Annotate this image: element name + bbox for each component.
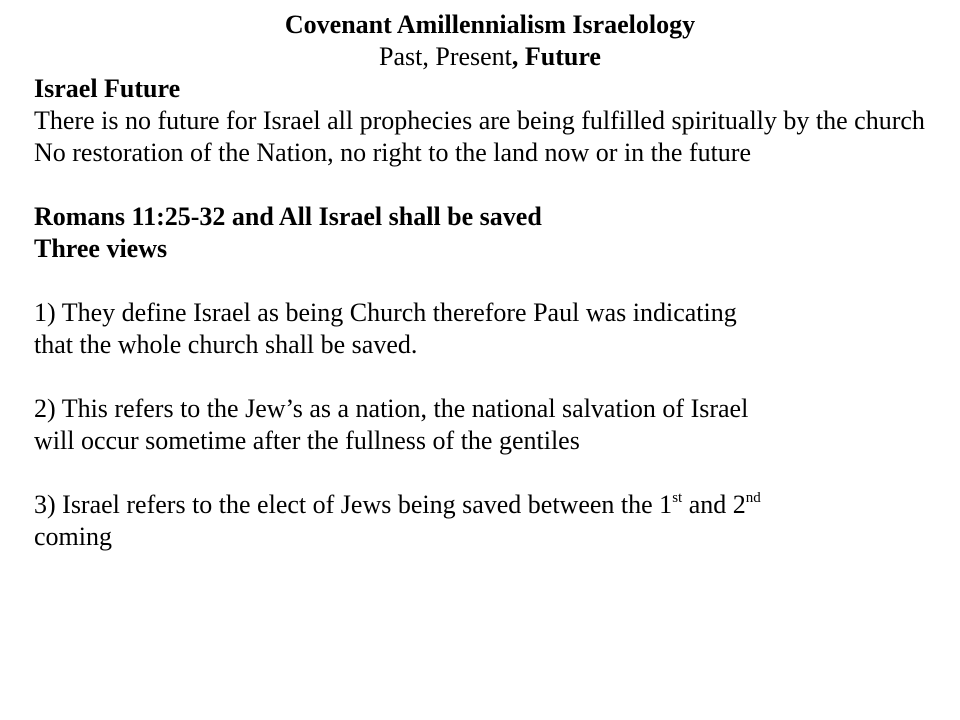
view-2-line-1: 2) This refers to the Jew’s as a nation, the national salvation of Israel: [34, 394, 749, 423]
view-2: [34, 393, 946, 457]
romans-heading: Romans 11:25-32 and All Israel shall be saved: [34, 202, 542, 231]
view-1-line-2: that the whole church shall be saved.: [34, 330, 418, 359]
three-views-heading: Three views: [34, 234, 168, 263]
superscript-nd: nd: [745, 490, 761, 506]
spacer: [34, 457, 946, 489]
view-1: [34, 297, 946, 361]
subtitle-past-present: Past, Present: [379, 42, 512, 71]
slide-subtitle: [34, 41, 946, 73]
spacer: [34, 265, 946, 297]
view-3: [34, 489, 946, 553]
view-1-line-1: 1) They define Israel as being Church therefore Paul was indicating: [34, 298, 737, 327]
slide-body: [34, 9, 946, 553]
view-3-text-b: and 2: [682, 490, 746, 519]
no-restoration-line: No restoration of the Nation, no right to the land now or in the future: [34, 138, 752, 167]
slide-title: Covenant Amillennialism Israelology: [284, 10, 696, 39]
view-3-text-a: 3) Israel refers to the elect of Jews being saved between the 1: [34, 490, 673, 519]
spacer: [34, 361, 946, 393]
future-paragraph: There is no future for Israel all prophecies are being fulfilled spiritually by the church: [34, 106, 925, 135]
view-3-line-1: [34, 489, 946, 521]
view-2-line-2: will occur sometime after the fullness of the gentiles: [34, 426, 580, 455]
subtitle-future: , Future: [511, 42, 601, 71]
view-3-line-2: coming: [34, 522, 112, 551]
superscript-st: st: [672, 490, 683, 506]
spacer: [34, 169, 946, 201]
section-heading: Israel Future: [34, 74, 181, 103]
